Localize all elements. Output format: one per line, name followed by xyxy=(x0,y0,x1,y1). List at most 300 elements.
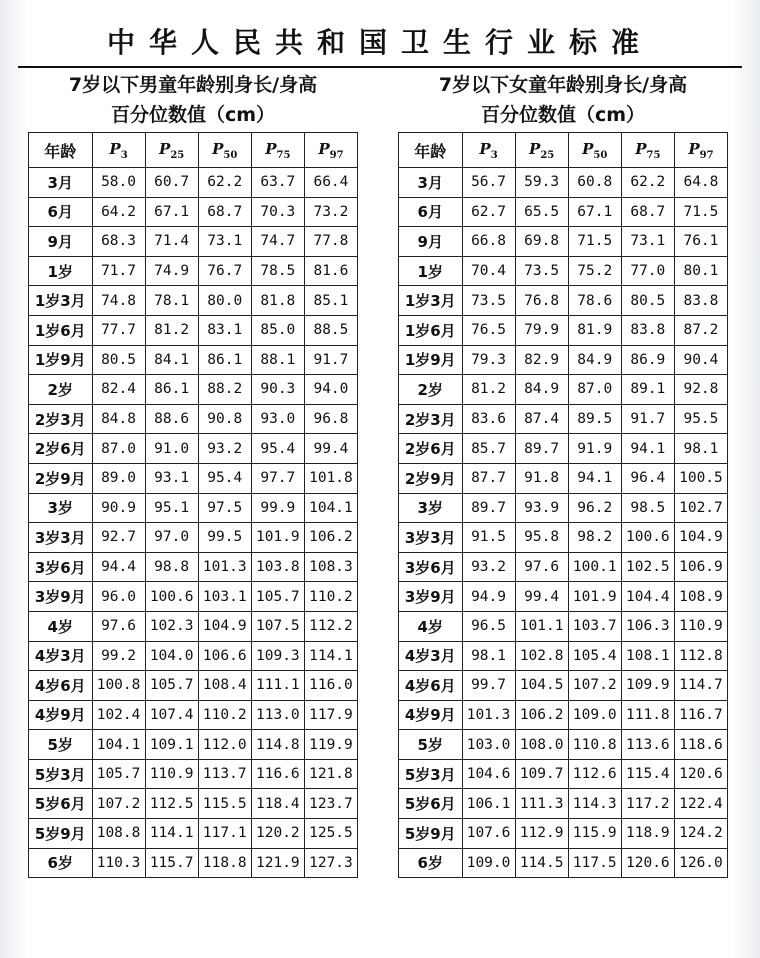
value-cell: 69.8 xyxy=(515,227,568,257)
value-cell: 88.2 xyxy=(198,375,251,405)
value-cell: 114.1 xyxy=(145,819,198,849)
value-cell: 71.7 xyxy=(92,256,145,286)
value-cell: 88.5 xyxy=(304,315,357,345)
value-cell: 114.8 xyxy=(251,730,304,760)
age-cell: 5岁6月 xyxy=(399,789,463,819)
value-cell: 67.1 xyxy=(568,197,621,227)
table-row xyxy=(29,227,358,257)
value-cell: 106.1 xyxy=(462,789,515,819)
value-cell: 105.4 xyxy=(568,641,621,671)
age-cell: 3月 xyxy=(29,168,93,198)
value-cell: 103.0 xyxy=(462,730,515,760)
value-cell: 114.3 xyxy=(568,789,621,819)
age-cell: 5岁3月 xyxy=(399,759,463,789)
value-cell: 113.6 xyxy=(621,730,674,760)
table-row xyxy=(29,582,358,612)
value-cell: 105.7 xyxy=(145,671,198,701)
value-cell: 107.2 xyxy=(568,671,621,701)
value-cell: 77.0 xyxy=(621,256,674,286)
value-cell: 96.0 xyxy=(92,582,145,612)
value-cell: 77.7 xyxy=(92,315,145,345)
table-row xyxy=(29,315,358,345)
value-cell: 85.0 xyxy=(251,315,304,345)
boys-title-line1: 7岁以下男童年龄别身长/身高 xyxy=(68,74,318,96)
value-cell: 84.8 xyxy=(92,404,145,434)
header-rule xyxy=(18,66,742,68)
value-cell: 82.9 xyxy=(515,345,568,375)
girls-table-title xyxy=(398,70,728,130)
value-cell: 104.4 xyxy=(621,582,674,612)
girls-title-line2: 百分位数值（cm） xyxy=(480,104,646,126)
value-cell: 101.9 xyxy=(568,582,621,612)
age-cell: 4岁 xyxy=(29,611,93,641)
value-cell: 97.6 xyxy=(92,611,145,641)
value-cell: 112.8 xyxy=(674,641,727,671)
value-cell: 100.6 xyxy=(145,582,198,612)
value-cell: 108.1 xyxy=(621,641,674,671)
value-cell: 119.9 xyxy=(304,730,357,760)
age-cell: 3岁6月 xyxy=(399,552,463,582)
value-cell: 93.9 xyxy=(515,493,568,523)
value-cell: 95.1 xyxy=(145,493,198,523)
table-row xyxy=(399,641,728,671)
value-cell: 115.9 xyxy=(568,819,621,849)
value-cell: 107.4 xyxy=(145,700,198,730)
value-cell: 94.1 xyxy=(621,434,674,464)
value-cell: 92.8 xyxy=(674,375,727,405)
value-cell: 99.5 xyxy=(198,523,251,553)
table-row xyxy=(399,197,728,227)
value-cell: 94.4 xyxy=(92,552,145,582)
value-cell: 99.4 xyxy=(304,434,357,464)
value-cell: 110.3 xyxy=(92,848,145,878)
value-cell: 59.3 xyxy=(515,168,568,198)
value-cell: 112.2 xyxy=(304,611,357,641)
value-cell: 74.7 xyxy=(251,227,304,257)
value-cell: 107.6 xyxy=(462,819,515,849)
value-cell: 97.0 xyxy=(145,523,198,553)
value-cell: 118.8 xyxy=(198,848,251,878)
table-row xyxy=(29,848,358,878)
value-cell: 103.1 xyxy=(198,582,251,612)
value-cell: 84.1 xyxy=(145,345,198,375)
value-cell: 112.0 xyxy=(198,730,251,760)
girls-col-header-3: $P_{50}$ xyxy=(568,133,621,168)
value-cell: 87.0 xyxy=(92,434,145,464)
table-row xyxy=(399,552,728,582)
value-cell: 82.4 xyxy=(92,375,145,405)
value-cell: 86.1 xyxy=(198,345,251,375)
value-cell: 86.9 xyxy=(621,345,674,375)
value-cell: 73.2 xyxy=(304,197,357,227)
table-row xyxy=(399,286,728,316)
value-cell: 108.4 xyxy=(198,671,251,701)
value-cell: 111.1 xyxy=(251,671,304,701)
age-cell: 9月 xyxy=(29,227,93,257)
age-cell: 1岁9月 xyxy=(29,345,93,375)
value-cell: 98.1 xyxy=(462,641,515,671)
table-row xyxy=(399,404,728,434)
value-cell: 91.5 xyxy=(462,523,515,553)
girls-panel xyxy=(398,70,728,878)
value-cell: 71.5 xyxy=(568,227,621,257)
value-cell: 64.8 xyxy=(674,168,727,198)
value-cell: 100.5 xyxy=(674,463,727,493)
table-row xyxy=(399,523,728,553)
table-row xyxy=(29,759,358,789)
value-cell: 87.0 xyxy=(568,375,621,405)
value-cell: 94.9 xyxy=(462,582,515,612)
value-cell: 89.7 xyxy=(515,434,568,464)
value-cell: 75.2 xyxy=(568,256,621,286)
value-cell: 79.3 xyxy=(462,345,515,375)
value-cell: 104.1 xyxy=(304,493,357,523)
age-cell: 1岁 xyxy=(399,256,463,286)
value-cell: 93.1 xyxy=(145,463,198,493)
value-cell: 104.1 xyxy=(92,730,145,760)
value-cell: 78.5 xyxy=(251,256,304,286)
value-cell: 60.8 xyxy=(568,168,621,198)
value-cell: 103.7 xyxy=(568,611,621,641)
age-cell: 3岁9月 xyxy=(29,582,93,612)
age-cell: 6岁 xyxy=(29,848,93,878)
value-cell: 117.2 xyxy=(621,789,674,819)
value-cell: 64.2 xyxy=(92,197,145,227)
age-cell: 3岁9月 xyxy=(399,582,463,612)
value-cell: 63.7 xyxy=(251,168,304,198)
table-row xyxy=(399,345,728,375)
table-row xyxy=(29,375,358,405)
table-row xyxy=(29,345,358,375)
table-row xyxy=(399,582,728,612)
age-cell: 2岁3月 xyxy=(399,404,463,434)
value-cell: 118.4 xyxy=(251,789,304,819)
value-cell: 95.4 xyxy=(251,434,304,464)
value-cell: 101.3 xyxy=(462,700,515,730)
value-cell: 100.6 xyxy=(621,523,674,553)
value-cell: 76.8 xyxy=(515,286,568,316)
value-cell: 66.8 xyxy=(462,227,515,257)
table-header-row xyxy=(399,133,728,168)
value-cell: 108.9 xyxy=(674,582,727,612)
value-cell: 68.7 xyxy=(621,197,674,227)
age-cell: 2岁6月 xyxy=(399,434,463,464)
age-cell: 9月 xyxy=(399,227,463,257)
age-cell: 2岁9月 xyxy=(29,463,93,493)
table-header-row xyxy=(29,133,358,168)
value-cell: 83.1 xyxy=(198,315,251,345)
value-cell: 99.2 xyxy=(92,641,145,671)
value-cell: 95.4 xyxy=(198,463,251,493)
girls-height-table xyxy=(398,132,728,878)
value-cell: 127.3 xyxy=(304,848,357,878)
value-cell: 87.4 xyxy=(515,404,568,434)
value-cell: 106.6 xyxy=(198,641,251,671)
girls-col-header-2: $P_{25}$ xyxy=(515,133,568,168)
value-cell: 65.5 xyxy=(515,197,568,227)
boys-col-header-0: 年龄 xyxy=(29,133,93,168)
value-cell: 120.6 xyxy=(621,848,674,878)
value-cell: 106.2 xyxy=(515,700,568,730)
value-cell: 115.7 xyxy=(145,848,198,878)
age-cell: 5岁9月 xyxy=(29,819,93,849)
table-row xyxy=(29,404,358,434)
value-cell: 102.4 xyxy=(92,700,145,730)
age-cell: 3岁 xyxy=(399,493,463,523)
value-cell: 106.2 xyxy=(304,523,357,553)
value-cell: 109.9 xyxy=(621,671,674,701)
value-cell: 96.4 xyxy=(621,463,674,493)
table-row xyxy=(29,730,358,760)
value-cell: 120.2 xyxy=(251,819,304,849)
table-row xyxy=(29,463,358,493)
table-row xyxy=(399,463,728,493)
value-cell: 123.7 xyxy=(304,789,357,819)
age-cell: 1岁3月 xyxy=(29,286,93,316)
value-cell: 102.8 xyxy=(515,641,568,671)
value-cell: 94.1 xyxy=(568,463,621,493)
value-cell: 66.4 xyxy=(304,168,357,198)
value-cell: 104.5 xyxy=(515,671,568,701)
girls-col-header-0: 年龄 xyxy=(399,133,463,168)
value-cell: 68.7 xyxy=(198,197,251,227)
value-cell: 108.8 xyxy=(92,819,145,849)
value-cell: 108.3 xyxy=(304,552,357,582)
value-cell: 112.9 xyxy=(515,819,568,849)
table-row xyxy=(399,315,728,345)
value-cell: 81.8 xyxy=(251,286,304,316)
value-cell: 73.5 xyxy=(462,286,515,316)
value-cell: 90.4 xyxy=(674,345,727,375)
table-row xyxy=(399,671,728,701)
boys-panel xyxy=(28,70,358,878)
table-row xyxy=(399,227,728,257)
value-cell: 91.9 xyxy=(568,434,621,464)
value-cell: 68.3 xyxy=(92,227,145,257)
value-cell: 111.3 xyxy=(515,789,568,819)
value-cell: 93.2 xyxy=(462,552,515,582)
value-cell: 74.9 xyxy=(145,256,198,286)
value-cell: 105.7 xyxy=(92,759,145,789)
age-cell: 5岁 xyxy=(399,730,463,760)
value-cell: 124.2 xyxy=(674,819,727,849)
value-cell: 89.0 xyxy=(92,463,145,493)
value-cell: 111.8 xyxy=(621,700,674,730)
value-cell: 101.8 xyxy=(304,463,357,493)
value-cell: 80.5 xyxy=(92,345,145,375)
value-cell: 114.5 xyxy=(515,848,568,878)
value-cell: 85.1 xyxy=(304,286,357,316)
age-cell: 1岁6月 xyxy=(399,315,463,345)
value-cell: 86.1 xyxy=(145,375,198,405)
value-cell: 112.6 xyxy=(568,759,621,789)
value-cell: 104.0 xyxy=(145,641,198,671)
boys-height-table xyxy=(28,132,358,878)
value-cell: 89.7 xyxy=(462,493,515,523)
boys-title-line2: 百分位数值（cm） xyxy=(110,104,276,126)
value-cell: 122.4 xyxy=(674,789,727,819)
value-cell: 78.6 xyxy=(568,286,621,316)
value-cell: 98.5 xyxy=(621,493,674,523)
value-cell: 121.9 xyxy=(251,848,304,878)
value-cell: 94.0 xyxy=(304,375,357,405)
age-cell: 5岁6月 xyxy=(29,789,93,819)
table-row xyxy=(29,523,358,553)
table-row xyxy=(399,848,728,878)
value-cell: 100.8 xyxy=(92,671,145,701)
value-cell: 99.9 xyxy=(251,493,304,523)
value-cell: 80.1 xyxy=(674,256,727,286)
value-cell: 101.9 xyxy=(251,523,304,553)
value-cell: 115.5 xyxy=(198,789,251,819)
value-cell: 110.2 xyxy=(198,700,251,730)
value-cell: 116.6 xyxy=(251,759,304,789)
age-cell: 4岁9月 xyxy=(29,700,93,730)
table-row xyxy=(29,493,358,523)
value-cell: 56.7 xyxy=(462,168,515,198)
age-cell: 4岁6月 xyxy=(399,671,463,701)
value-cell: 78.1 xyxy=(145,286,198,316)
value-cell: 99.4 xyxy=(515,582,568,612)
value-cell: 102.5 xyxy=(621,552,674,582)
value-cell: 62.2 xyxy=(198,168,251,198)
age-cell: 3岁3月 xyxy=(29,523,93,553)
value-cell: 105.7 xyxy=(251,582,304,612)
value-cell: 60.7 xyxy=(145,168,198,198)
value-cell: 101.3 xyxy=(198,552,251,582)
value-cell: 110.2 xyxy=(304,582,357,612)
value-cell: 62.2 xyxy=(621,168,674,198)
value-cell: 113.7 xyxy=(198,759,251,789)
value-cell: 96.8 xyxy=(304,404,357,434)
table-row xyxy=(29,611,358,641)
table-row xyxy=(399,700,728,730)
boys-col-header-4: $P_{75}$ xyxy=(251,133,304,168)
age-cell: 2岁6月 xyxy=(29,434,93,464)
value-cell: 118.9 xyxy=(621,819,674,849)
table-row xyxy=(399,168,728,198)
value-cell: 67.1 xyxy=(145,197,198,227)
value-cell: 115.4 xyxy=(621,759,674,789)
table-row xyxy=(399,819,728,849)
value-cell: 79.9 xyxy=(515,315,568,345)
table-row xyxy=(29,700,358,730)
value-cell: 107.2 xyxy=(92,789,145,819)
value-cell: 88.6 xyxy=(145,404,198,434)
boys-col-header-5: $P_{97}$ xyxy=(304,133,357,168)
value-cell: 70.3 xyxy=(251,197,304,227)
value-cell: 114.1 xyxy=(304,641,357,671)
table-row xyxy=(399,375,728,405)
table-row xyxy=(29,789,358,819)
boys-col-header-1: $P_3$ xyxy=(92,133,145,168)
age-cell: 5岁9月 xyxy=(399,819,463,849)
age-cell: 1岁3月 xyxy=(399,286,463,316)
value-cell: 88.1 xyxy=(251,345,304,375)
value-cell: 89.5 xyxy=(568,404,621,434)
value-cell: 102.3 xyxy=(145,611,198,641)
value-cell: 112.5 xyxy=(145,789,198,819)
value-cell: 83.8 xyxy=(621,315,674,345)
age-cell: 2岁3月 xyxy=(29,404,93,434)
value-cell: 81.9 xyxy=(568,315,621,345)
age-cell: 4岁3月 xyxy=(29,641,93,671)
boys-table-title xyxy=(28,70,358,130)
age-cell: 3岁 xyxy=(29,493,93,523)
value-cell: 76.1 xyxy=(674,227,727,257)
value-cell: 116.7 xyxy=(674,700,727,730)
value-cell: 117.5 xyxy=(568,848,621,878)
value-cell: 101.1 xyxy=(515,611,568,641)
value-cell: 93.0 xyxy=(251,404,304,434)
value-cell: 76.5 xyxy=(462,315,515,345)
table-row xyxy=(399,730,728,760)
value-cell: 81.2 xyxy=(145,315,198,345)
age-cell: 2岁 xyxy=(399,375,463,405)
age-cell: 3岁3月 xyxy=(399,523,463,553)
value-cell: 98.2 xyxy=(568,523,621,553)
table-row xyxy=(29,286,358,316)
value-cell: 84.9 xyxy=(568,345,621,375)
value-cell: 104.9 xyxy=(198,611,251,641)
value-cell: 73.5 xyxy=(515,256,568,286)
value-cell: 92.7 xyxy=(92,523,145,553)
value-cell: 113.0 xyxy=(251,700,304,730)
value-cell: 108.0 xyxy=(515,730,568,760)
table-row xyxy=(399,611,728,641)
value-cell: 110.9 xyxy=(145,759,198,789)
value-cell: 80.5 xyxy=(621,286,674,316)
age-cell: 4岁6月 xyxy=(29,671,93,701)
age-cell: 5岁 xyxy=(29,730,93,760)
value-cell: 81.2 xyxy=(462,375,515,405)
value-cell: 58.0 xyxy=(92,168,145,198)
age-cell: 3月 xyxy=(399,168,463,198)
table-row xyxy=(29,671,358,701)
value-cell: 73.1 xyxy=(198,227,251,257)
table-row xyxy=(29,641,358,671)
value-cell: 97.6 xyxy=(515,552,568,582)
age-cell: 4岁3月 xyxy=(399,641,463,671)
value-cell: 104.9 xyxy=(674,523,727,553)
value-cell: 83.8 xyxy=(674,286,727,316)
value-cell: 121.8 xyxy=(304,759,357,789)
table-row xyxy=(29,819,358,849)
value-cell: 96.5 xyxy=(462,611,515,641)
value-cell: 87.7 xyxy=(462,463,515,493)
value-cell: 98.8 xyxy=(145,552,198,582)
value-cell: 90.3 xyxy=(251,375,304,405)
boys-col-header-3: $P_{50}$ xyxy=(198,133,251,168)
value-cell: 109.3 xyxy=(251,641,304,671)
value-cell: 81.6 xyxy=(304,256,357,286)
value-cell: 71.5 xyxy=(674,197,727,227)
table-row xyxy=(399,256,728,286)
value-cell: 104.6 xyxy=(462,759,515,789)
table-row xyxy=(29,552,358,582)
boys-col-header-2: $P_{25}$ xyxy=(145,133,198,168)
girls-col-header-5: $P_{97}$ xyxy=(674,133,727,168)
age-cell: 6岁 xyxy=(399,848,463,878)
value-cell: 90.9 xyxy=(92,493,145,523)
table-row xyxy=(29,168,358,198)
value-cell: 85.7 xyxy=(462,434,515,464)
value-cell: 125.5 xyxy=(304,819,357,849)
value-cell: 114.7 xyxy=(674,671,727,701)
document-header xyxy=(18,18,742,64)
value-cell: 62.7 xyxy=(462,197,515,227)
value-cell: 70.4 xyxy=(462,256,515,286)
